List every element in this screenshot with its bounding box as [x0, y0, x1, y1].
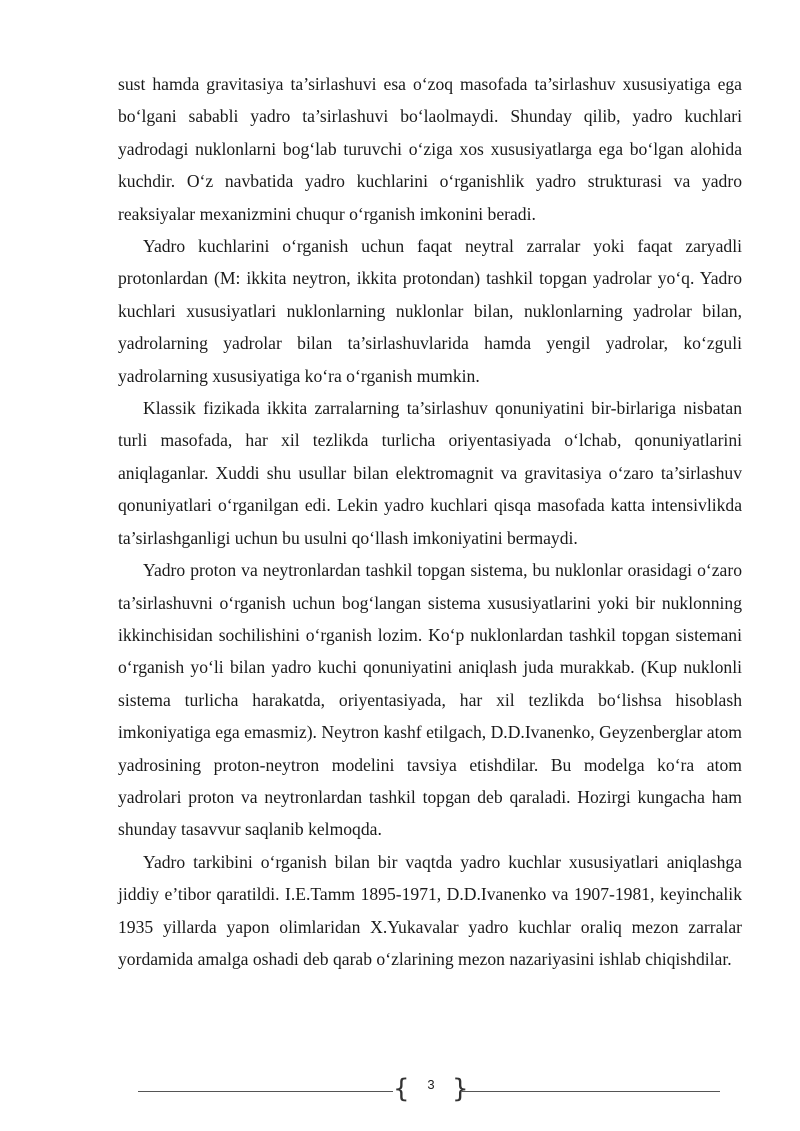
paragraph-2: Yadro kuchlarini o‘rganish uchun faqat neytral zarralar yoki faqat zaryadli protonlardan (M: ikkita neytron, ikkita protondan) tashkil topgan yadrolar yo‘q. Yadro kuchlari xususiyatlari nuklonlarning nuklonlar bilan, nuklonlarning yadrolar bilan, yadrolarning yadrolar bilan ta’sirlashuvlarida hamda yengil yadrolar, ko‘zguli yadrolarning xususiyatiga ko‘ra o‘rganish mumkin.	[118, 236, 742, 386]
footer-rule-right	[462, 1091, 720, 1092]
footer-rule-left	[138, 1091, 393, 1092]
page-number: 3	[427, 1077, 435, 1092]
page-footer	[0, 1070, 800, 1110]
paragraph-5: Yadro tarkibini o‘rganish bilan bir vaqtda yadro kuchlar xususiyatlari aniqlashga jiddiy e’tibor qaratildi. I.E.Tamm 1895-1971, D.D.Ivanenko va 1907-1981, keyinchalik 1935 yillarda yapon olimlaridan X.Yukavalar yadro kuchlar oraliq mezon zarralar yordamida amalga oshadi deb qarab o‘zlarining mezon nazariyasini ishlab chiqishdilar.	[118, 851, 742, 969]
paragraph-3: Klassik fizikada ikkita zarralarning ta’sirlashuv qonuniyatini bir-birlariga nisbatan turli masofada, har xil tezlikda turlicha oriyentasiyada o‘lchab, qonuniyatlarini aniqlaganlar. Xuddi shu usullar bilan elektromagnit va gravitasiya o‘zaro ta’sirlashuv qonuniyatlari o‘rganilgan edi. Lekin yadro kuchlari qisqa masofada katta intensivlikda ta’sirlashganligi uchun bu usulni qo‘llash imkoniyatini bermaydi.	[118, 398, 742, 548]
paragraph-4: Yadro proton va neytronlardan tashkil topgan sistema, bu nuklonlar orasidagi o‘zaro ta’sirlashuvni o‘rganish uchun bog‘langan sistema xususiyatlarini yoki bir nuklonning ikkinchisidan sochilishini o‘rganish lozim. Ko‘p nuklonlardan tashkil topgan sistemani o‘rganish yo‘li bilan yadro kuchi qonuniyatini aniqlash juda murakkab. (Kup nuklonli sistema turlicha harakatda, oriyentasiyada, har xil tezlikda bo‘lishsa hisoblash imkoniyatiga ega emasmiz). Neytron kashf etilgach, D.D.Ivanenko, Geyzenberglar atom yadrosining proton-neytron modelini tavsiya etishdilar. Bu modelga ko‘ra atom yadrolari proton va neytronlardan tashkil topgan deb qaraladi. Hozirgi kungacha ham shunday tasavvur saqlanib kelmoqda.	[118, 560, 742, 840]
left-brace-ornament: {	[393, 1074, 410, 1104]
right-brace-ornament: }	[452, 1074, 469, 1104]
page-body	[118, 68, 742, 975]
paragraph-1: sust hamda gravitasiya ta’sirlashuvi esa o‘zoq masofada ta’sirlashuv xususiyatiga ega bo‘lgani sababli yadro ta’sirlashuvi bo‘laolmaydi. Shunday qilib, yadro kuchlari yadrodagi nuklonlarni bog‘lab turuvchi o‘ziga xos xususiyatlarga ega bo‘lgan alohida kuchdir. O‘z navbatida yadro kuchlarini o‘rganishlik yadro strukturasi va yadro reaksiyalar mexanizmini chuqur o‘rganish imkonini beradi.	[118, 74, 742, 224]
